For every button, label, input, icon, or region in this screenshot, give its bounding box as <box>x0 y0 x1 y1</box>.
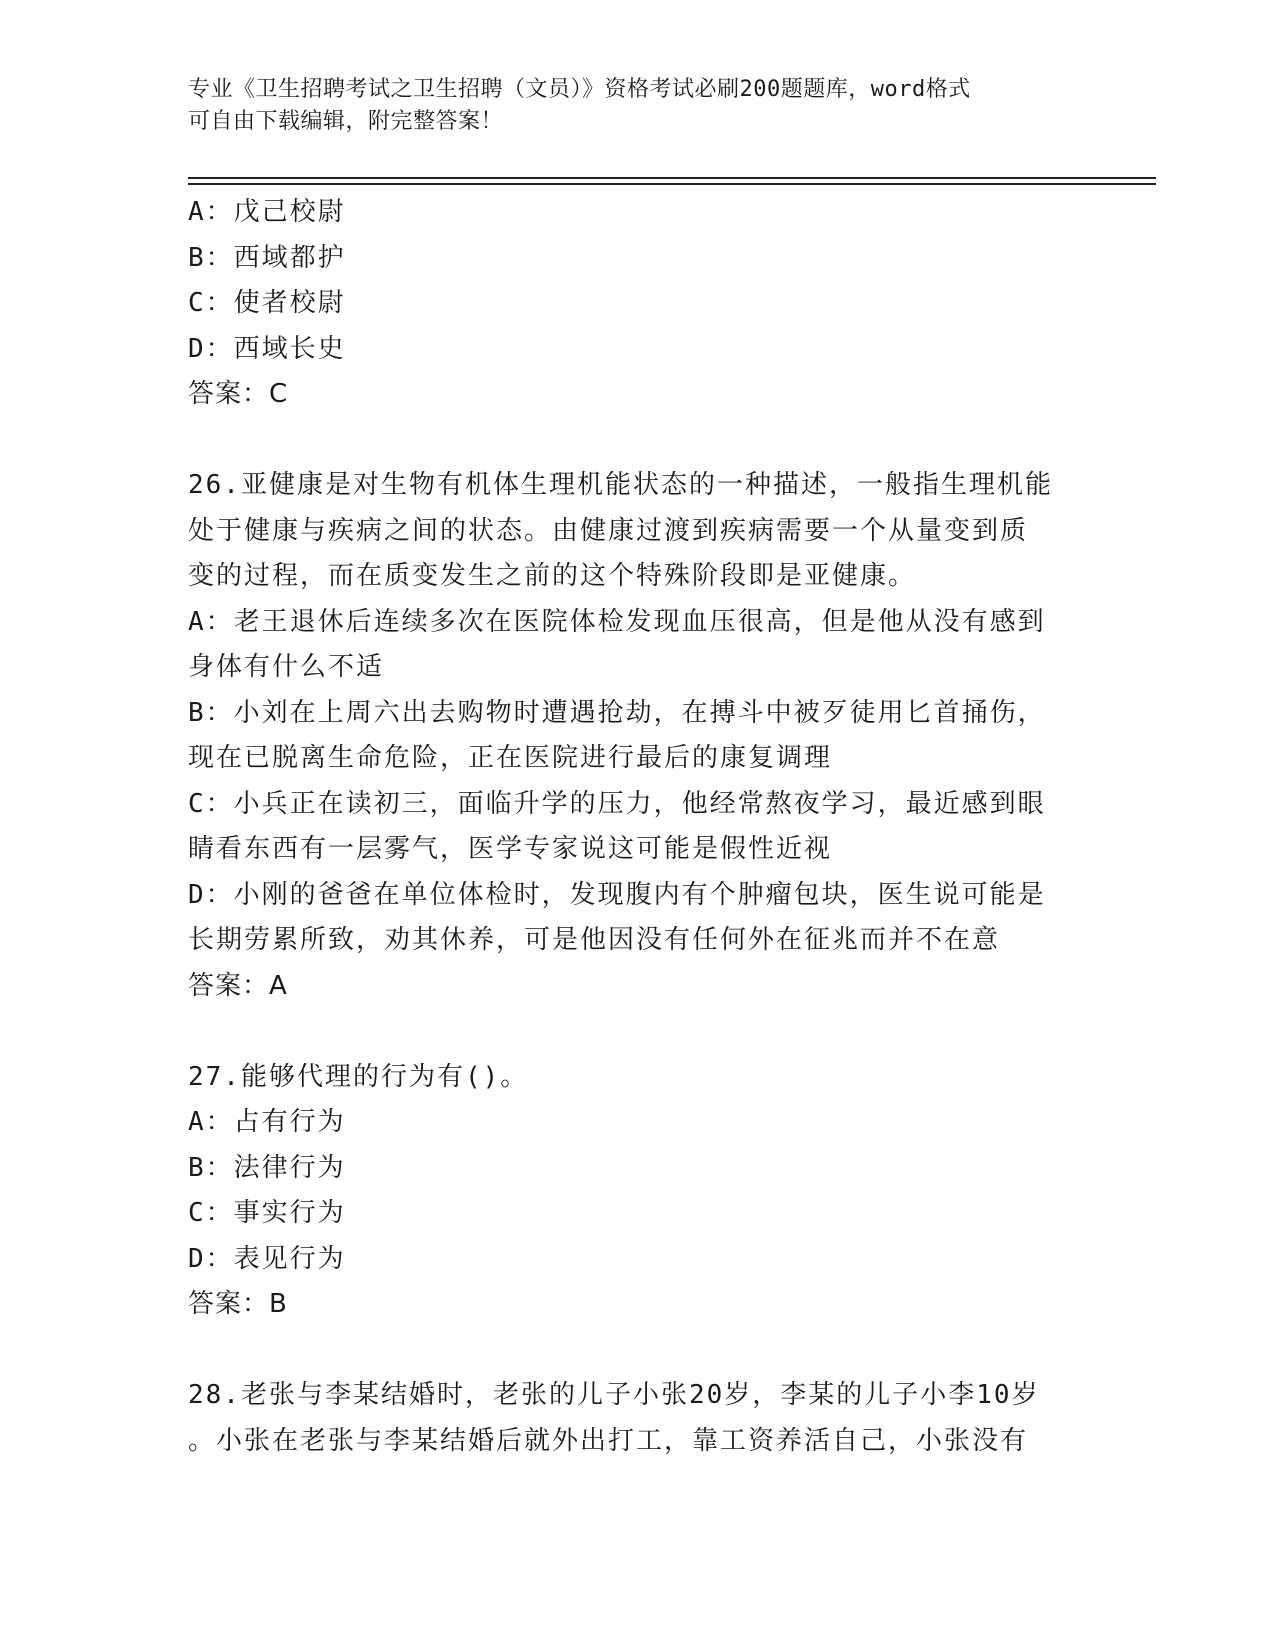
option-a-continued: 身体有什么不适 <box>188 652 385 682</box>
option-b: B：小刘在上周六出去购物时遭遇抢劫，在搏斗中被歹徒用匕首捅伤， <box>188 697 1046 728</box>
question-stem-line: 26.亚健康是对生物有机体生理机能状态的一种描述，一般指生理机能 <box>188 470 1053 500</box>
answer-line: 答案：A <box>188 970 288 1001</box>
question-stem-line: 28.老张与李某结婚时，老张的儿子小张20岁，李某的儿子小李10岁 <box>188 1380 1040 1410</box>
spacer <box>188 418 1088 464</box>
question-25 <box>188 190 1088 418</box>
header-divider-top <box>188 177 1156 179</box>
option-d: D：西域长史 <box>188 333 346 364</box>
spacer <box>188 1009 1088 1055</box>
option-d: D：表见行为 <box>188 1243 346 1274</box>
question-stem-line: 。小张在老张与李某结婚后就外出打工，靠工资养活自己，小张没有 <box>188 1425 1029 1456</box>
answer-line: 答案：B <box>188 1289 288 1319</box>
question-stem-line: 27.能够代理的行为有()。 <box>188 1061 529 1092</box>
question-stem-line: 处于健康与疾病之间的状态。由健康过渡到疾病需要一个从量变到质 <box>188 515 1029 546</box>
spacer <box>188 1328 1088 1374</box>
question-27 <box>188 1055 1088 1328</box>
option-b-continued: 现在已脱离生命危险，正在医院进行最后的康复调理 <box>188 743 833 773</box>
option-c: C：小兵正在读初三，面临升学的压力，他经常熬夜学习，最近感到眼 <box>188 788 1046 819</box>
option-b: B：法律行为 <box>188 1152 346 1183</box>
option-a: A：老王退休后连续多次在医院体检发现血压很高，但是他从没有感到 <box>188 606 1046 637</box>
option-d-continued: 长期劳累所致，劝其休养，可是他因没有任何外在征兆而并不在意 <box>188 925 1001 955</box>
option-c: C：使者校尉 <box>188 288 346 318</box>
header-title-line-2: 可自由下载编辑，附完整答案！ <box>188 109 504 134</box>
document-header <box>188 74 1068 138</box>
answer-line: 答案：C <box>188 379 289 409</box>
question-28 <box>188 1373 1088 1464</box>
option-c: C：事实行为 <box>188 1198 346 1228</box>
header-title-line-1: 专业《卫生招聘考试之卫生招聘（文员）》资格考试必刷200题题库，word格式 <box>188 77 971 102</box>
option-d: D：小刚的爸爸在单位体检时，发现腹内有个肿瘤包块，医生说可能是 <box>188 879 1046 910</box>
option-a: A：占有行为 <box>188 1107 346 1137</box>
header-divider-bottom <box>188 183 1156 185</box>
option-c-continued: 睛看东西有一层雾气，医学专家说这可能是假性近视 <box>188 834 833 864</box>
question-stem-line: 变的过程，而在质变发生之前的这个特殊阶段即是亚健康。 <box>188 561 917 591</box>
question-list <box>188 190 1088 1464</box>
option-b: B：西域都护 <box>188 242 346 273</box>
question-26 <box>188 463 1088 1009</box>
option-a: A：戊己校尉 <box>188 197 346 227</box>
